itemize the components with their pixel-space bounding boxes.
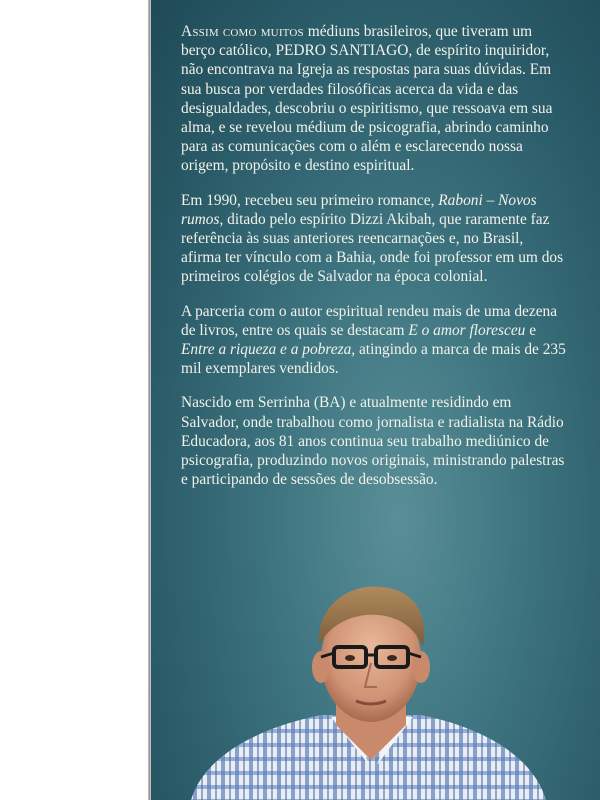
- page-margin: [0, 0, 150, 800]
- author-name: PEDRO SANTIAGO: [275, 42, 409, 60]
- book-flap: [151, 0, 600, 800]
- bio-paragraph-4: Nascido em Serrinha (BA) e atualmente residindo em Salvador, onde trabalhou como jornalista e radialista na Rádio Educadora, aos 81 anos continua seu trabalho mediúnico de psicografia, produzindo novos originais, ministrando palestras e participando de sessões de desobsessão.: [181, 394, 565, 489]
- bio-text: médiuns brasileiros, que tiveram um berço católico,: [181, 23, 533, 60]
- bio-paragraph-1: [181, 22, 566, 176]
- bio-paragraph-2: [181, 191, 566, 287]
- book-title: Entre a riqueza e a pobreza: [181, 341, 352, 359]
- bio-text: , ditado pelo espírito Dizzi Akibah, que raramente faz referência às suas anteriores reencarnações e, no Brasil, afirma ter vínculo com a Bahia, onde foi professor em um dos primeiros colégios de Salvador na época colonial.: [181, 210, 564, 286]
- bio-paragraph-3: [181, 302, 566, 379]
- bio-text: A parceria com o autor espiritual rendeu mais de uma dezena de livros, entre os quais se destacam: [181, 302, 558, 339]
- book-title: E o amor floresceu: [408, 321, 526, 339]
- author-portrait: [151, 575, 600, 800]
- author-bio: [181, 22, 566, 504]
- bio-text: , de espírito inquiridor, não encontrava na Igreja as respostas para suas dúvidas. Em sua busca por verdades filosóficas acerca da vida e das desigualdades, descobriu o espiritismo, que ressoava em sua alma, e se revelou médium de psicografia, abrindo caminho para as comunicações com o além e esclarecendo nossa origem, propósito e destino espiritual.: [181, 42, 553, 175]
- author-portrait-icon: [151, 575, 600, 800]
- bio-lead-smallcaps: Assim como muitos: [181, 23, 304, 40]
- bio-text: e: [525, 321, 537, 339]
- bio-text: , atingindo a marca de mais de 235 mil exemplares vendidos.: [181, 341, 566, 378]
- bio-text: Em 1990, recebeu seu primeiro romance,: [181, 191, 439, 209]
- book-title: Raboni – Novos rumos: [181, 191, 537, 228]
